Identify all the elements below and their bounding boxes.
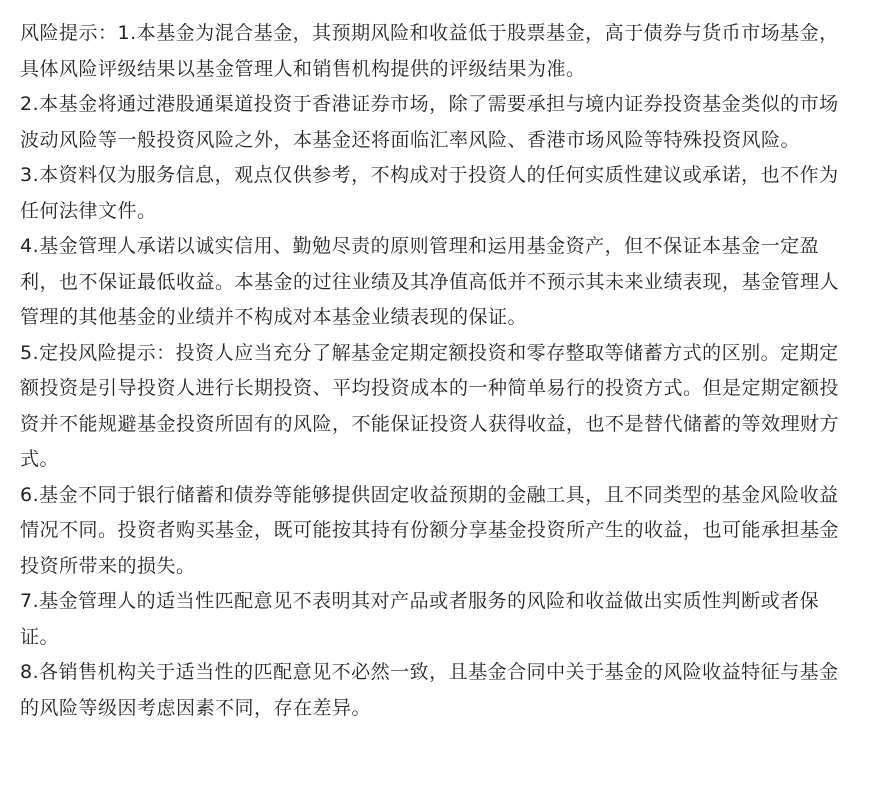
risk-paragraph-3: 3.本资料仅为服务信息，观点仅供参考，不构成对于投资人的任何实质性建议或承诺，也不作为任何法律文件。 xyxy=(20,164,839,222)
risk-paragraph-1: 风险提示：1.本基金为混合基金，其预期风险和收益低于股票基金，高于债券与货币市场基金，具体风险评级结果以基金管理人和销售机构提供的评级结果为准。 xyxy=(20,22,839,80)
risk-paragraph-7: 7.基金管理人的适当性匹配意见不表明其对产品或者服务的风险和收益做出实质性判断或者保证。 xyxy=(20,590,820,648)
risk-paragraph-6: 6.基金不同于银行储蓄和债券等能够提供固定收益预期的金融工具，且不同类型的基金风险收益情况不同。投资者购买基金，既可能按其持有份额分享基金投资所产生的收益，也可能承担基金投资所带来的损失。 xyxy=(20,483,840,577)
risk-paragraph-5: 5.定投风险提示：投资人应当充分了解基金定期定额投资和零存整取等储蓄方式的区别。定期定额投资是引导投资人进行长期投资、平均投资成本的一种简单易行的投资方式。但是定期定额投资并不能规避基金投资所固有的风险，不能保证投资人获得收益，也不是替代储蓄的等效理财方式。 xyxy=(20,341,840,470)
risk-paragraph-2: 2.本基金将通过港股通渠道投资于香港证券市场，除了需要承担与境内证券投资基金类似的市场波动风险等一般投资风险之外，本基金还将面临汇率风险、香港市场风险等特殊投资风险。 xyxy=(20,93,839,151)
risk-paragraph-4: 4.基金管理人承诺以诚实信用、勤勉尽责的原则管理和运用基金资产，但不保证本基金一定盈利，也不保证最低收益。本基金的过往业绩及其净值高低并不预示其未来业绩表现，基金管理人管理的其他基金的业绩并不构成对本基金业绩表现的保证。 xyxy=(20,235,840,328)
risk-paragraph-8: 8.各销售机构关于适当性的匹配意见不必然一致，且基金合同中关于基金的风险收益特征与基金的风险等级因考虑因素不同，存在差异。 xyxy=(20,661,839,719)
